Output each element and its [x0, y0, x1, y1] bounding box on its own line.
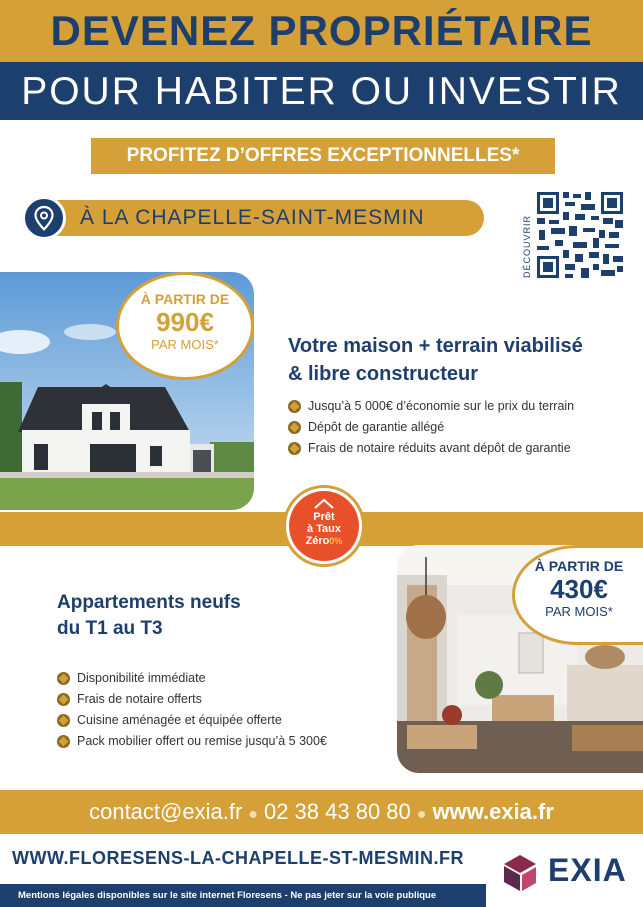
apartment-price-prefix: À PARTIR DE [534, 558, 624, 574]
qr-label: DÉCOUVRIR [522, 214, 532, 278]
list-item: Jusqu’à 5 000€ d’économie sur le prix du terrain [288, 396, 574, 417]
list-item: Frais de notaire réduits avant dépôt de garantie [288, 438, 574, 459]
bullet-icon [57, 714, 70, 727]
ptz-badge-inner [289, 491, 359, 561]
bullet-icon [288, 442, 301, 455]
ptz-line3: Zéro0% [305, 535, 343, 547]
ptz-line1: Prêt [313, 511, 335, 523]
headline-subtitle: POUR HABITER OU INVESTIR [21, 70, 622, 113]
apartment-title [57, 590, 357, 642]
contact-email[interactable]: contact@exia.fr [89, 799, 243, 824]
project-website[interactable]: WWW.FLORESENS-LA-CHAPELLE-ST-MESMIN.FR [12, 848, 464, 868]
contact-phone[interactable]: 02 38 43 80 80 [263, 799, 411, 824]
house-benefits-list [288, 396, 574, 459]
contact-website[interactable]: www.exia.fr [432, 799, 554, 824]
brand-logo: EXIA [548, 852, 627, 888]
house-title [288, 332, 628, 388]
house-title-line2: & libre constructeur [288, 363, 479, 385]
bullet-icon [57, 693, 70, 706]
list-item: Cuisine aménagée et équipée offerte [57, 710, 327, 731]
apartment-title-line1: Appartements neufs [57, 592, 241, 613]
bullet-icon [57, 672, 70, 685]
list-item: Pack mobilier offert ou remise jusqu’à 5 300€ [57, 731, 327, 752]
house-price: 990€ [156, 307, 214, 337]
list-item: Dépôt de garantie allégé [288, 417, 574, 438]
separator-dot-icon: ● [416, 806, 427, 823]
ptz-line2: à Taux [306, 523, 342, 535]
headline-title: DEVENEZ PROPRIÉTAIRE [50, 7, 593, 54]
apartment-price-badge [512, 545, 643, 645]
list-item: Disponibilité immédiate [57, 668, 327, 689]
bullet-icon [57, 735, 70, 748]
exia-logo-icon [500, 853, 540, 893]
house-title-line1: Votre maison + terrain viabilisé [288, 335, 583, 357]
bullet-icon [288, 421, 301, 434]
apartment-title-line2: du T1 au T3 [57, 618, 163, 639]
qr-code[interactable] [535, 190, 625, 280]
house-price-suffix: PAR MOIS* [151, 337, 219, 352]
house-price-prefix: À PARTIR DE [140, 291, 230, 307]
contact-line [0, 790, 643, 837]
location-pin-icon [22, 196, 66, 240]
location-text: À LA CHAPELLE-SAINT-MESMIN [80, 206, 425, 229]
ptz-percent: 0% [329, 536, 343, 546]
house-price-badge [116, 272, 254, 380]
separator-dot-icon: ● [248, 806, 258, 823]
offer-banner: PROFITEZ D’OFFRES EXCEPTIONNELLES* [91, 138, 555, 174]
bullet-icon [288, 400, 301, 413]
apartment-price-suffix: PAR MOIS* [545, 604, 613, 619]
apartment-benefits-list [57, 668, 327, 752]
list-item: Frais de notaire offerts [57, 689, 327, 710]
apartment-price: 430€ [550, 574, 608, 604]
legal-notice: Mentions légales disponibles sur le site internet Floresens - Ne pas jeter sur la voie publique [18, 890, 437, 901]
house-icon [313, 498, 335, 510]
